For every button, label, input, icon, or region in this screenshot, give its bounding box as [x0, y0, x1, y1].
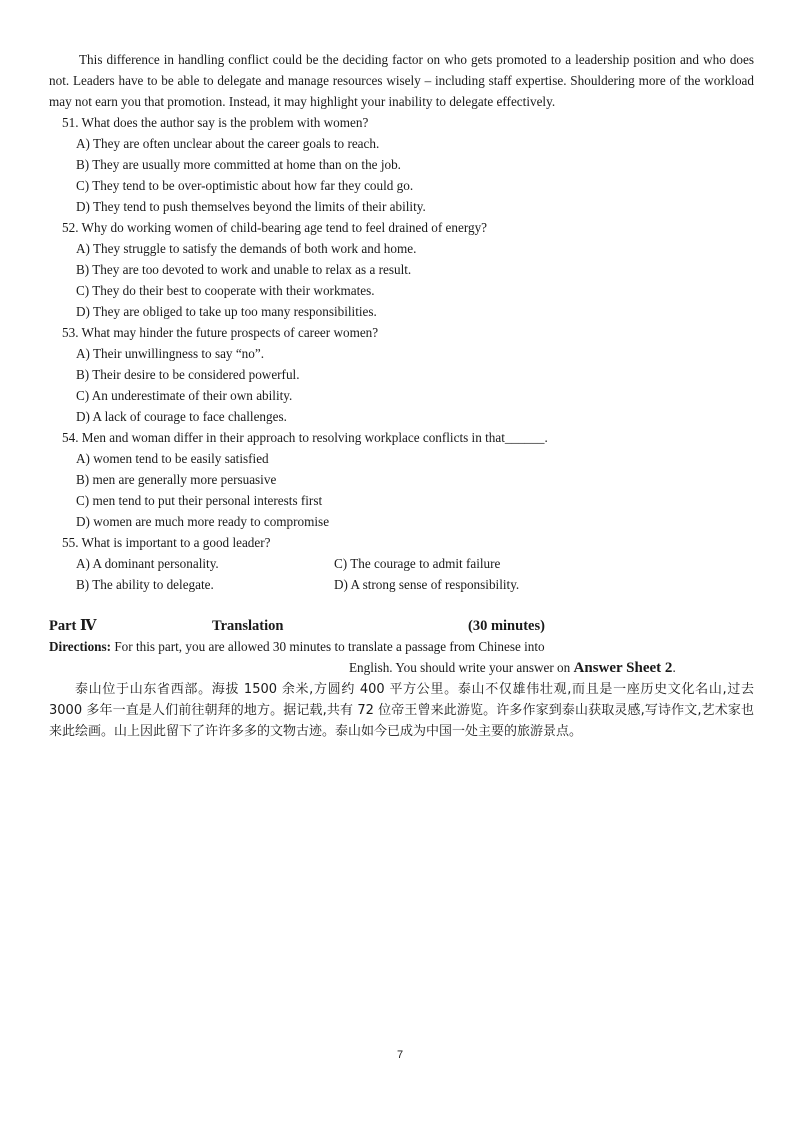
question-55-option-c: C) The courage to admit failure: [334, 556, 501, 571]
question-53-option-c: C) An underestimate of their own ability.: [76, 388, 293, 403]
question-51-stem: 51. What does the author say is the problem with women?: [62, 115, 369, 130]
question-52-option-b: B) They are too devoted to work and unable to relax as a result.: [76, 262, 412, 277]
directions-text-1: For this part, you are allowed 30 minutes to translate a passage from Chinese into: [111, 639, 545, 654]
answer-sheet-ref: Answer Sheet 2: [573, 660, 673, 676]
part-label: Part Ⅳ: [49, 618, 97, 634]
question-55-stem: 55. What is important to a good leader?: [62, 535, 271, 550]
question-51-option-b: B) They are usually more committed at home than on the job.: [76, 157, 401, 172]
page-number: 7: [396, 1049, 404, 1061]
part-title: Translation: [212, 618, 284, 634]
question-52-option-d: D) They are obliged to take up too many responsibilities.: [76, 304, 377, 319]
question-52-option-c: C) They do their best to cooperate with their workmates.: [76, 283, 375, 298]
question-52-option-a: A) They struggle to satisfy the demands of both work and home.: [76, 241, 417, 256]
part-time: (30 minutes): [468, 618, 545, 634]
question-53-option-d: D) A lack of courage to face challenges.: [76, 409, 287, 424]
directions-text-2: English. You should write your answer on: [349, 660, 574, 675]
question-53-stem: 53. What may hinder the future prospects of career women?: [62, 325, 379, 340]
question-53-option-b: B) Their desire to be considered powerful.: [76, 367, 300, 382]
question-55-option-d: D) A strong sense of responsibility.: [334, 577, 520, 592]
question-54-option-d: D) women are much more ready to compromise: [76, 514, 330, 529]
question-51-option-c: C) They tend to be over-optimistic about how far they could go.: [76, 178, 414, 193]
question-51-option-a: A) They are often unclear about the career goals to reach.: [76, 136, 380, 151]
directions-line-2: [349, 657, 676, 679]
chinese-passage: 泰山位于山东省西部。海拔 1500 余米,方圆约 400 平方公里。泰山不仅雄伟壮观,而且是一座历史文化名山,过去 3000 多年一直是人们前往朝拜的地方。据记载,共有 72 位帝王曾来此游览。许多作家到泰山获取灵感,写诗作文,艺术家也来此绘画。山上因此留下了许许多多的文物古迹。泰山如今已成为中国一处主要的旅游景点。: [49, 682, 754, 739]
question-54-stem: 54. Men and woman differ in their approach to resolving workplace conflicts in that______.: [62, 430, 548, 445]
question-52-stem: 52. Why do working women of child-bearing age tend to feel drained of energy?: [62, 220, 488, 235]
question-55-option-a: A) A dominant personality.: [76, 556, 219, 571]
question-54-option-c: C) men tend to put their personal interests first: [76, 493, 323, 508]
question-54-option-b: B) men are generally more persuasive: [76, 472, 277, 487]
directions-line-1: [49, 636, 545, 657]
question-53-option-a: A) Their unwillingness to say “no”.: [76, 346, 265, 361]
question-54-option-a: A) women tend to be easily satisfied: [76, 451, 269, 466]
question-51-option-d: D) They tend to push themselves beyond the limits of their ability.: [76, 199, 426, 214]
directions-period: .: [672, 660, 676, 675]
question-55-option-b: B) The ability to delegate.: [76, 577, 214, 592]
passage-paragraph: This difference in handling conflict could be the deciding factor on who gets promoted to a leadership position and who does not. Leaders have to be able to delegate and manage resources wisely – including staff expertise. Shouldering more of the workload may not earn you that promotion. Instead, it may highlight your inability to delegate effectively.: [49, 52, 754, 109]
directions-label: Directions:: [49, 639, 112, 654]
